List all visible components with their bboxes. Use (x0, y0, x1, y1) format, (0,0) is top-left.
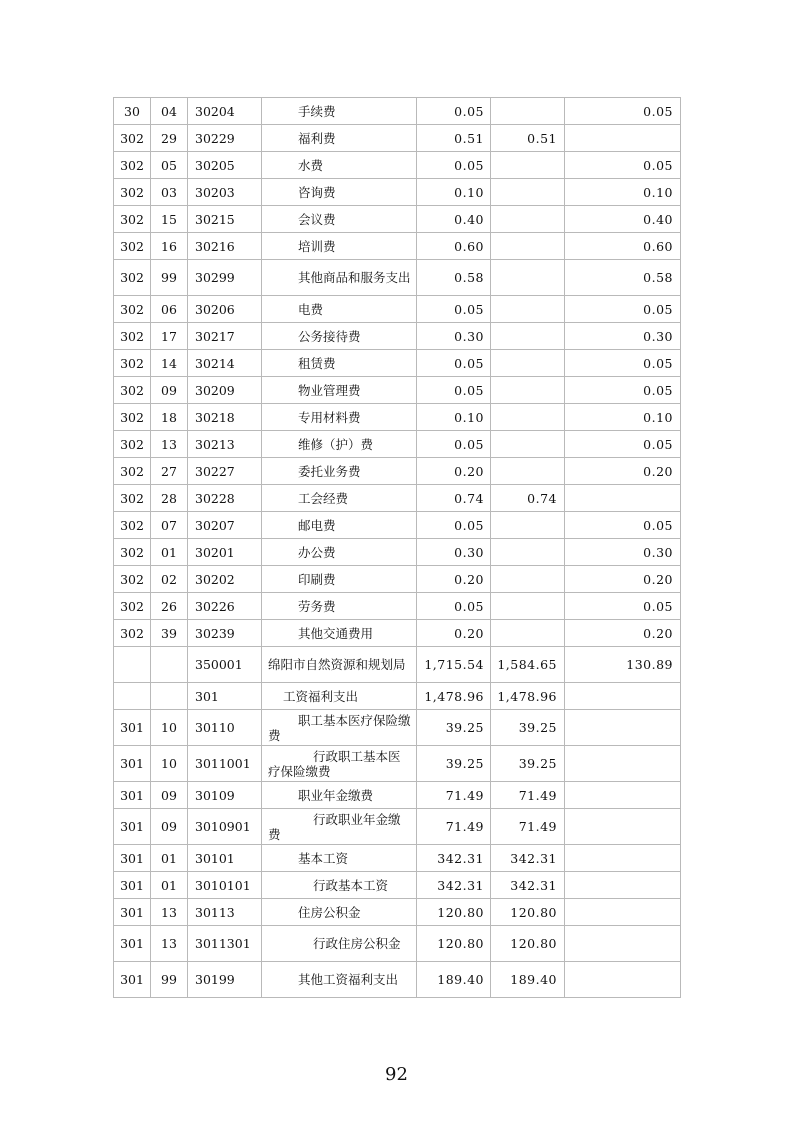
item-code-cell: 09 (151, 782, 188, 809)
class-code-cell: 302 (114, 593, 151, 620)
table-row (114, 926, 681, 962)
account-name-cell: 办公费 (262, 539, 417, 566)
total-amount-cell: 0.05 (417, 377, 491, 404)
account-name-cell: 委托业务费 (262, 458, 417, 485)
table-row (114, 647, 681, 683)
table-row (114, 485, 681, 512)
basic-expense-cell (491, 566, 565, 593)
account-name-cell: 绵阳市自然资源和规划局 (262, 647, 417, 683)
project-expense-cell: 0.05 (565, 296, 681, 323)
project-expense-cell: 0.58 (565, 260, 681, 296)
project-expense-cell: 0.05 (565, 593, 681, 620)
class-code-cell: 302 (114, 458, 151, 485)
class-code-cell: 301 (114, 872, 151, 899)
class-code-cell: 302 (114, 323, 151, 350)
item-code-cell: 17 (151, 323, 188, 350)
account-code-cell: 3011301 (188, 926, 262, 962)
item-code-cell: 06 (151, 296, 188, 323)
total-amount-cell: 0.05 (417, 296, 491, 323)
account-name-cell: 福利费 (262, 125, 417, 152)
project-expense-cell (565, 782, 681, 809)
account-code-cell: 30206 (188, 296, 262, 323)
table-row (114, 458, 681, 485)
basic-expense-cell (491, 296, 565, 323)
project-expense-cell: 0.30 (565, 539, 681, 566)
account-code-cell: 30113 (188, 899, 262, 926)
class-code-cell (114, 647, 151, 683)
project-expense-cell (565, 872, 681, 899)
total-amount-cell: 0.74 (417, 485, 491, 512)
project-expense-cell (565, 926, 681, 962)
table-row (114, 539, 681, 566)
total-amount-cell: 71.49 (417, 809, 491, 845)
basic-expense-cell (491, 152, 565, 179)
table-row (114, 296, 681, 323)
project-expense-cell: 130.89 (565, 647, 681, 683)
table-row (114, 323, 681, 350)
account-code-cell: 3011001 (188, 746, 262, 782)
class-code-cell: 302 (114, 485, 151, 512)
class-code-cell: 301 (114, 710, 151, 746)
basic-expense-cell (491, 350, 565, 377)
total-amount-cell: 0.20 (417, 566, 491, 593)
account-code-cell: 30217 (188, 323, 262, 350)
class-code-cell: 301 (114, 962, 151, 998)
account-code-cell: 30214 (188, 350, 262, 377)
item-code-cell: 09 (151, 809, 188, 845)
table-body (114, 98, 681, 998)
class-code-cell: 301 (114, 782, 151, 809)
class-code-cell: 302 (114, 404, 151, 431)
total-amount-cell: 0.51 (417, 125, 491, 152)
item-code-cell: 39 (151, 620, 188, 647)
item-code-cell: 01 (151, 539, 188, 566)
account-name-cell: 其他交通费用 (262, 620, 417, 647)
project-expense-cell: 0.30 (565, 323, 681, 350)
page-number: 92 (385, 1064, 408, 1085)
table-row (114, 845, 681, 872)
table-row (114, 746, 681, 782)
basic-expense-cell: 1,584.65 (491, 647, 565, 683)
item-code-cell: 26 (151, 593, 188, 620)
item-code-cell: 28 (151, 485, 188, 512)
basic-expense-cell: 71.49 (491, 782, 565, 809)
basic-expense-cell: 39.25 (491, 746, 565, 782)
basic-expense-cell: 0.74 (491, 485, 565, 512)
class-code-cell: 302 (114, 296, 151, 323)
basic-expense-cell (491, 539, 565, 566)
item-code-cell: 13 (151, 899, 188, 926)
account-name-cell: 培训费 (262, 233, 417, 260)
project-expense-cell: 0.05 (565, 350, 681, 377)
basic-expense-cell: 120.80 (491, 899, 565, 926)
account-name-cell: 会议费 (262, 206, 417, 233)
item-code-cell (151, 683, 188, 710)
item-code-cell: 10 (151, 710, 188, 746)
item-code-cell: 29 (151, 125, 188, 152)
class-code-cell: 301 (114, 899, 151, 926)
account-name-cell: 工资福利支出 (262, 683, 417, 710)
account-code-cell: 30228 (188, 485, 262, 512)
class-code-cell: 302 (114, 179, 151, 206)
account-name-cell: 行政基本工资 (262, 872, 417, 899)
item-code-cell: 13 (151, 926, 188, 962)
item-code-cell: 02 (151, 566, 188, 593)
account-code-cell: 30201 (188, 539, 262, 566)
account-name-cell: 行政职工基本医疗保险缴费 (262, 746, 417, 782)
project-expense-cell: 0.10 (565, 404, 681, 431)
account-code-cell: 30203 (188, 179, 262, 206)
table-row (114, 260, 681, 296)
account-code-cell: 30213 (188, 431, 262, 458)
class-code-cell: 302 (114, 152, 151, 179)
basic-expense-cell (491, 512, 565, 539)
account-code-cell: 30229 (188, 125, 262, 152)
class-code-cell: 302 (114, 206, 151, 233)
total-amount-cell: 0.05 (417, 431, 491, 458)
total-amount-cell: 0.60 (417, 233, 491, 260)
basic-expense-cell: 0.51 (491, 125, 565, 152)
account-code-cell: 30204 (188, 98, 262, 125)
class-code-cell: 302 (114, 125, 151, 152)
item-code-cell: 18 (151, 404, 188, 431)
total-amount-cell: 0.05 (417, 98, 491, 125)
total-amount-cell: 0.30 (417, 539, 491, 566)
project-expense-cell (565, 746, 681, 782)
item-code-cell: 04 (151, 98, 188, 125)
basic-expense-cell: 39.25 (491, 710, 565, 746)
account-name-cell: 水费 (262, 152, 417, 179)
table-row (114, 782, 681, 809)
basic-expense-cell: 120.80 (491, 926, 565, 962)
class-code-cell: 302 (114, 233, 151, 260)
account-code-cell: 30110 (188, 710, 262, 746)
account-name-cell: 职工基本医疗保险缴费 (262, 710, 417, 746)
class-code-cell: 302 (114, 260, 151, 296)
project-expense-cell: 0.05 (565, 431, 681, 458)
item-code-cell: 07 (151, 512, 188, 539)
basic-expense-cell (491, 260, 565, 296)
project-expense-cell: 0.20 (565, 458, 681, 485)
item-code-cell: 05 (151, 152, 188, 179)
class-code-cell: 302 (114, 377, 151, 404)
item-code-cell: 13 (151, 431, 188, 458)
table-row (114, 593, 681, 620)
account-name-cell: 其他工资福利支出 (262, 962, 417, 998)
project-expense-cell: 0.60 (565, 233, 681, 260)
project-expense-cell (565, 710, 681, 746)
item-code-cell: 14 (151, 350, 188, 377)
account-name-cell: 维修（护）费 (262, 431, 417, 458)
account-name-cell: 行政职业年金缴费 (262, 809, 417, 845)
account-code-cell: 30205 (188, 152, 262, 179)
project-expense-cell (565, 485, 681, 512)
item-code-cell: 99 (151, 260, 188, 296)
total-amount-cell: 39.25 (417, 710, 491, 746)
basic-expense-cell (491, 458, 565, 485)
project-expense-cell (565, 845, 681, 872)
class-code-cell: 302 (114, 566, 151, 593)
account-name-cell: 租赁费 (262, 350, 417, 377)
project-expense-cell: 0.05 (565, 377, 681, 404)
account-name-cell: 邮电费 (262, 512, 417, 539)
account-code-cell: 30299 (188, 260, 262, 296)
total-amount-cell: 71.49 (417, 782, 491, 809)
total-amount-cell: 0.05 (417, 350, 491, 377)
project-expense-cell (565, 683, 681, 710)
total-amount-cell: 0.40 (417, 206, 491, 233)
item-code-cell: 03 (151, 179, 188, 206)
class-code-cell: 302 (114, 431, 151, 458)
project-expense-cell: 0.40 (565, 206, 681, 233)
class-code-cell: 301 (114, 746, 151, 782)
account-name-cell: 公务接待费 (262, 323, 417, 350)
table-row (114, 566, 681, 593)
table-row (114, 962, 681, 998)
item-code-cell: 01 (151, 872, 188, 899)
table-row (114, 377, 681, 404)
account-name-cell: 行政住房公积金 (262, 926, 417, 962)
total-amount-cell: 0.05 (417, 512, 491, 539)
account-code-cell: 30199 (188, 962, 262, 998)
table-row (114, 872, 681, 899)
basic-expense-cell: 342.31 (491, 845, 565, 872)
account-code-cell: 3010901 (188, 809, 262, 845)
class-code-cell: 30 (114, 98, 151, 125)
account-name-cell: 手续费 (262, 98, 417, 125)
total-amount-cell: 1,478.96 (417, 683, 491, 710)
basic-expense-cell: 1,478.96 (491, 683, 565, 710)
account-code-cell: 30239 (188, 620, 262, 647)
account-name-cell: 基本工资 (262, 845, 417, 872)
class-code-cell: 302 (114, 350, 151, 377)
class-code-cell: 302 (114, 512, 151, 539)
item-code-cell: 99 (151, 962, 188, 998)
total-amount-cell: 39.25 (417, 746, 491, 782)
table-row (114, 431, 681, 458)
project-expense-cell: 0.10 (565, 179, 681, 206)
account-code-cell: 30209 (188, 377, 262, 404)
item-code-cell (151, 647, 188, 683)
project-expense-cell (565, 962, 681, 998)
basic-expense-cell (491, 404, 565, 431)
project-expense-cell (565, 125, 681, 152)
account-code-cell: 3010101 (188, 872, 262, 899)
table-row (114, 683, 681, 710)
account-name-cell: 劳务费 (262, 593, 417, 620)
table-row (114, 206, 681, 233)
account-name-cell: 印刷费 (262, 566, 417, 593)
item-code-cell: 27 (151, 458, 188, 485)
table-row (114, 899, 681, 926)
basic-expense-cell (491, 98, 565, 125)
table-row (114, 620, 681, 647)
total-amount-cell: 120.80 (417, 899, 491, 926)
table-row (114, 350, 681, 377)
total-amount-cell: 1,715.54 (417, 647, 491, 683)
account-name-cell: 电费 (262, 296, 417, 323)
total-amount-cell: 342.31 (417, 872, 491, 899)
basic-expense-cell (491, 206, 565, 233)
class-code-cell: 302 (114, 620, 151, 647)
total-amount-cell: 0.05 (417, 593, 491, 620)
project-expense-cell: 0.20 (565, 620, 681, 647)
item-code-cell: 09 (151, 377, 188, 404)
account-name-cell: 住房公积金 (262, 899, 417, 926)
item-code-cell: 01 (151, 845, 188, 872)
account-code-cell: 30227 (188, 458, 262, 485)
account-code-cell: 30202 (188, 566, 262, 593)
class-code-cell (114, 683, 151, 710)
account-code-cell: 30226 (188, 593, 262, 620)
account-name-cell: 专用材料费 (262, 404, 417, 431)
project-expense-cell: 0.05 (565, 152, 681, 179)
project-expense-cell: 0.05 (565, 98, 681, 125)
budget-table (113, 97, 681, 998)
table-row (114, 233, 681, 260)
class-code-cell: 301 (114, 926, 151, 962)
table-row (114, 179, 681, 206)
table-row (114, 125, 681, 152)
total-amount-cell: 0.30 (417, 323, 491, 350)
basic-expense-cell (491, 377, 565, 404)
account-code-cell: 350001 (188, 647, 262, 683)
account-code-cell: 30207 (188, 512, 262, 539)
basic-expense-cell (491, 620, 565, 647)
table-row (114, 710, 681, 746)
basic-expense-cell: 71.49 (491, 809, 565, 845)
table-row (114, 809, 681, 845)
total-amount-cell: 120.80 (417, 926, 491, 962)
basic-expense-cell (491, 179, 565, 206)
class-code-cell: 301 (114, 809, 151, 845)
total-amount-cell: 0.10 (417, 179, 491, 206)
account-name-cell: 咨询费 (262, 179, 417, 206)
class-code-cell: 302 (114, 539, 151, 566)
table-row (114, 404, 681, 431)
account-code-cell: 30216 (188, 233, 262, 260)
project-expense-cell: 0.05 (565, 512, 681, 539)
total-amount-cell: 0.20 (417, 620, 491, 647)
total-amount-cell: 0.58 (417, 260, 491, 296)
account-code-cell: 301 (188, 683, 262, 710)
account-code-cell: 30215 (188, 206, 262, 233)
account-name-cell: 其他商品和服务支出 (262, 260, 417, 296)
total-amount-cell: 342.31 (417, 845, 491, 872)
total-amount-cell: 189.40 (417, 962, 491, 998)
project-expense-cell (565, 899, 681, 926)
account-code-cell: 30101 (188, 845, 262, 872)
total-amount-cell: 0.10 (417, 404, 491, 431)
total-amount-cell: 0.05 (417, 152, 491, 179)
table-row (114, 152, 681, 179)
class-code-cell: 301 (114, 845, 151, 872)
table-row (114, 98, 681, 125)
basic-expense-cell: 342.31 (491, 872, 565, 899)
basic-expense-cell (491, 431, 565, 458)
total-amount-cell: 0.20 (417, 458, 491, 485)
project-expense-cell (565, 809, 681, 845)
item-code-cell: 15 (151, 206, 188, 233)
project-expense-cell: 0.20 (565, 566, 681, 593)
basic-expense-cell: 189.40 (491, 962, 565, 998)
basic-expense-cell (491, 593, 565, 620)
basic-expense-cell (491, 233, 565, 260)
item-code-cell: 10 (151, 746, 188, 782)
table-row (114, 512, 681, 539)
account-code-cell: 30109 (188, 782, 262, 809)
account-name-cell: 职业年金缴费 (262, 782, 417, 809)
item-code-cell: 16 (151, 233, 188, 260)
account-name-cell: 物业管理费 (262, 377, 417, 404)
basic-expense-cell (491, 323, 565, 350)
account-code-cell: 30218 (188, 404, 262, 431)
account-name-cell: 工会经费 (262, 485, 417, 512)
